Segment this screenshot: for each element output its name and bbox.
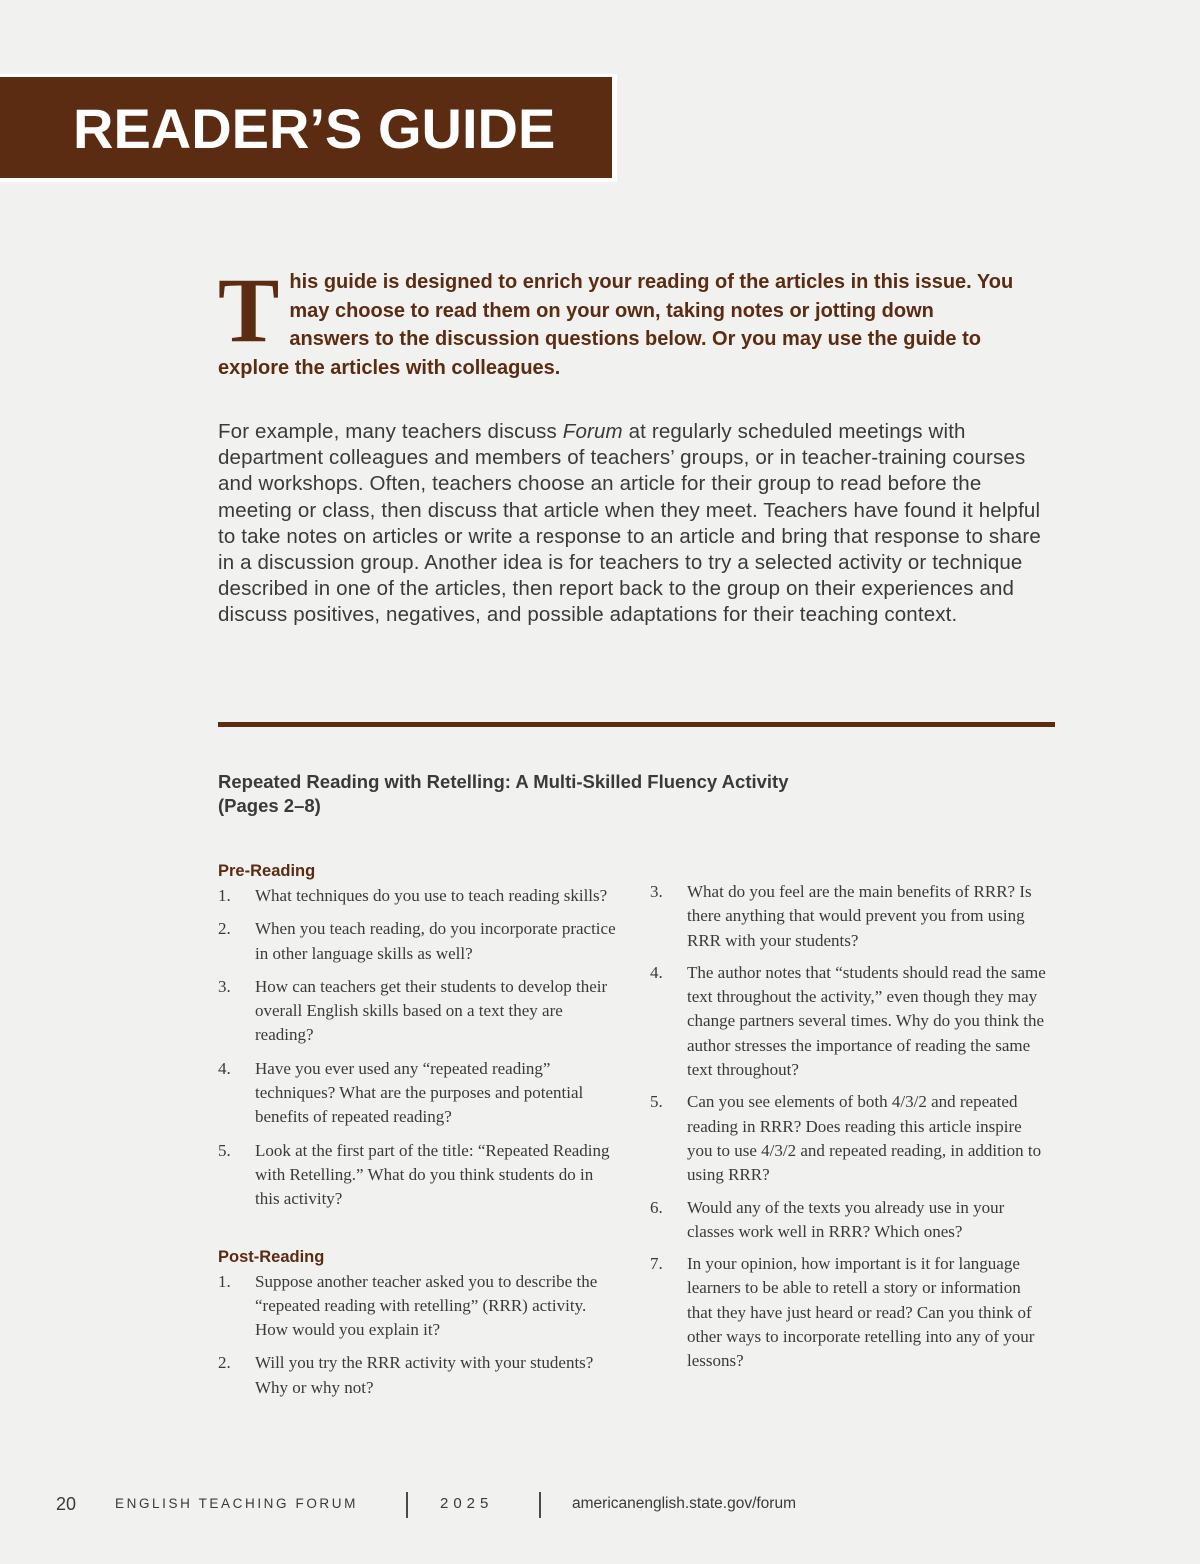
question-text: How can teachers get their students to develop their overall English skills based on a text they are reading? <box>255 976 608 1045</box>
footer-divider <box>539 1492 541 1518</box>
question-text: Would any of the texts you already use in your classes work well in RRR? Which ones? <box>687 1197 1005 1241</box>
question-number: 2. <box>218 1353 231 1373</box>
question-number: 5. <box>650 1092 663 1112</box>
list-item <box>218 917 618 966</box>
list-item <box>650 1090 1050 1187</box>
question-text: What techniques do you use to teach reading skills? <box>255 886 608 905</box>
question-number: 5. <box>218 1140 231 1160</box>
footer-divider <box>406 1492 408 1518</box>
question-number: 3. <box>650 882 663 901</box>
list-item <box>650 961 1050 1082</box>
question-number: 1. <box>218 886 231 905</box>
list-item <box>218 975 618 1048</box>
question-number: 2. <box>218 919 231 939</box>
body-text-start: For example, many teachers discuss <box>218 420 563 443</box>
list-item <box>650 1196 1050 1245</box>
post-reading-heading: Post-Reading <box>218 1247 325 1266</box>
right-column <box>650 880 1050 1382</box>
page-title: READER’S GUIDE <box>73 97 556 160</box>
question-text: What do you feel are the main benefits of RRR? Is there anything that would prevent you from using RRR with your students? <box>687 882 1032 950</box>
page-number: 20 <box>56 1494 77 1514</box>
post-reading-list <box>218 1270 618 1400</box>
header-banner <box>0 74 617 182</box>
question-text: Have you ever used any “repeated reading” techniques? What are the purposes and potential benefits of repeated reading? <box>255 1058 584 1127</box>
website-url: americanenglish.state.gov/forum <box>572 1495 797 1512</box>
intro-paragraph <box>218 259 1018 382</box>
list-item <box>218 1057 618 1130</box>
intro-text: his guide is designed to enrich your reading of the articles in this issue. You may choose to read them on your own, taking notes or jotting down answers to the discussion questions below. Or you may use the guide to explore the articles with colleagues. <box>218 271 1014 379</box>
question-text: Suppose another teacher asked you to describe the “repeated reading with retelling” (RRR) activity. How would you explain it? <box>255 1271 598 1340</box>
question-number: 1. <box>218 1271 231 1291</box>
question-number: 3. <box>218 976 231 996</box>
question-number: 4. <box>218 1058 231 1078</box>
question-text: In your opinion, how important is it for language learners to be able to retell a story or information that they have just heard or read? Can you think of other ways to incorporate retelling into any of your lessons? <box>687 1254 1035 1371</box>
article-heading <box>218 770 918 818</box>
page-footer <box>0 1492 1200 1518</box>
body-text-end: at regularly scheduled meetings with department colleagues and members of teachers’ groups, or in teacher-training courses and workshops. Often, teachers choose an article for their group to read before the meeting or class, then discuss that article when they meet. Teachers have found it helpful to take notes on articles or write a response to an article and bring that response to share in a discussion group. Another idea is for teachers to try a selected activity or technique described in one of the articles, then report back to the group on their experiences and discuss positives, negatives, and possible adaptations for their teaching context. <box>218 420 1041 627</box>
article-pages: (Pages 2–8) <box>218 795 321 816</box>
pre-reading-list <box>218 884 618 1212</box>
question-number: 4. <box>650 962 663 982</box>
publication-year: 2025 <box>440 1495 494 1512</box>
question-text: Will you try the RRR activity with your students? Why or why not? <box>255 1353 594 1397</box>
question-text: Can you see elements of both 4/3/2 and repeated reading in RRR? Does reading this article inspire you to use 4/3/2 and repeated reading, in addition to using RRR? <box>687 1092 1042 1185</box>
spacer <box>218 1221 618 1246</box>
publication-name: ENGLISH TEACHING FORUM <box>115 1496 358 1511</box>
post-reading-list-continued <box>650 880 1050 1374</box>
article-title: Repeated Reading with Retelling: A Multi-Skilled Fluency Activity <box>218 771 789 792</box>
drop-cap: T <box>218 259 280 361</box>
list-item <box>218 1351 618 1400</box>
left-column <box>218 860 618 1409</box>
section-divider <box>218 722 1055 727</box>
question-text: Look at the first part of the title: “Repeated Reading with Retelling.” What do you think students do in this activity? <box>255 1140 610 1209</box>
pre-reading-heading: Pre-Reading <box>218 862 316 880</box>
list-item <box>218 1139 618 1212</box>
body-paragraph <box>218 419 1048 629</box>
list-item <box>218 884 618 908</box>
question-number: 6. <box>650 1197 663 1217</box>
question-text: The author notes that “students should read the same text throughout the activity,” even though they may change partners several times. Why do you think the author stresses the importance of reading the same text throughout? <box>687 962 1046 1080</box>
list-item <box>650 1252 1050 1373</box>
list-item <box>218 1270 618 1343</box>
forum-italic: Forum <box>562 420 623 443</box>
question-text: When you teach reading, do you incorporate practice in other language skills as well? <box>255 919 616 963</box>
list-item <box>650 880 1050 953</box>
question-number: 7. <box>650 1254 663 1274</box>
